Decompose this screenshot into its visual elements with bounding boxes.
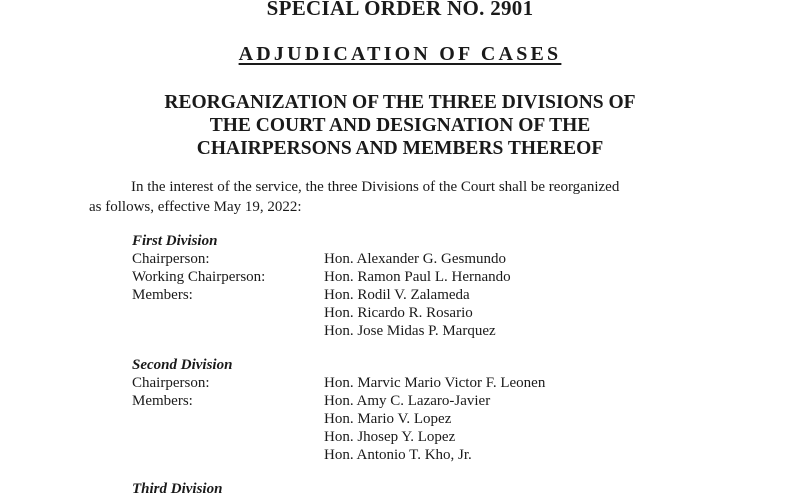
division-row (132, 250, 507, 268)
member-name: Hon. Mario V. Lopez (324, 411, 452, 427)
member-name: Hon. Alexander G. Gesmundo (324, 251, 507, 267)
role-label: Members: (132, 287, 193, 303)
member-name: Hon. Ramon Paul L. Hernando (324, 269, 511, 285)
division-row (132, 428, 456, 446)
third-division-block (132, 480, 222, 498)
division-row (132, 322, 496, 340)
order-title-line: CHAIRPERSONS AND MEMBERS THEREOF (196, 138, 604, 159)
order-title (0, 91, 800, 160)
member-name: Hon. Amy C. Lazaro-Javier (324, 393, 491, 409)
order-title-line: THE COURT AND DESIGNATION OF THE (209, 115, 591, 136)
division-row (132, 286, 470, 304)
member-name: Hon. Marvic Mario Victor F. Leonen (324, 375, 546, 391)
order-title-line: REORGANIZATION OF THE THREE DIVISIONS OF (164, 92, 636, 113)
member-name: Hon. Jose Midas P. Marquez (324, 323, 496, 339)
role-label: Chairperson: (132, 375, 210, 391)
role-label: Working Chairperson: (132, 269, 266, 285)
division-title: Third Division (132, 481, 223, 497)
division-row (132, 392, 491, 410)
member-name: Hon. Ricardo R. Rosario (324, 305, 473, 321)
role-label: Chairperson: (132, 251, 210, 267)
division-title: Second Division (132, 357, 233, 373)
division-row (132, 268, 511, 286)
division-row (132, 304, 473, 322)
member-name: Hon. Jhosep Y. Lopez (324, 429, 456, 445)
division-row (132, 446, 472, 464)
second-division-block (132, 356, 546, 464)
division-row (132, 374, 546, 392)
member-name: Hon. Rodil V. Zalameda (324, 287, 470, 303)
division-title: First Division (132, 233, 218, 249)
intro-paragraph-line-2: as follows, effective May 19, 2022: (89, 199, 302, 215)
special-order-number: SPECIAL ORDER NO. 2901 (266, 0, 534, 20)
subject-heading-text: ADJUDICATION OF CASES (238, 43, 562, 65)
intro-paragraph-line-1: In the interest of the service, the three Divisions of the Court shall be reorganized (131, 179, 620, 195)
division-row (132, 410, 452, 428)
role-label: Members: (132, 393, 193, 409)
member-name: Hon. Antonio T. Kho, Jr. (324, 447, 472, 463)
subject-heading (0, 43, 800, 66)
first-division-block (132, 232, 511, 340)
